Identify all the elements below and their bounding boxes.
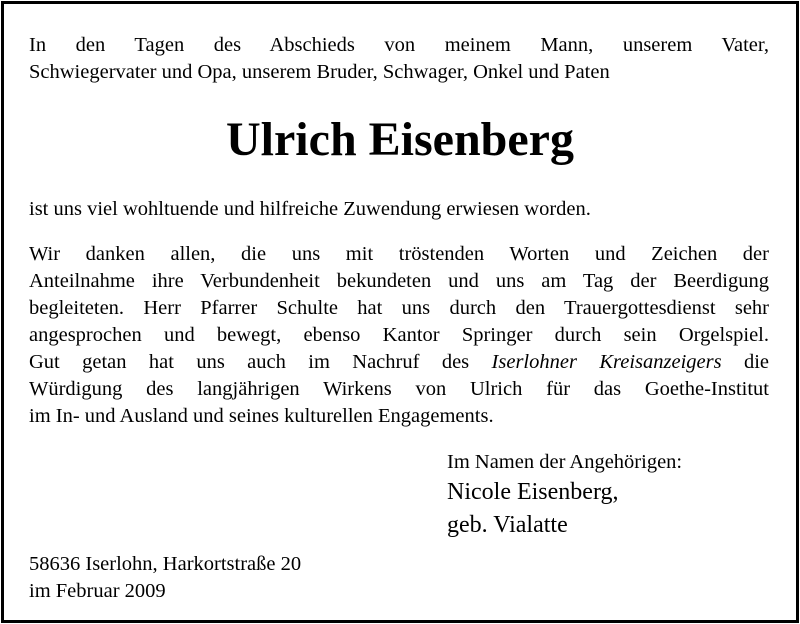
signature-name-line-2: geb. Vialatte: [447, 512, 568, 538]
newspaper-name: Iserlohner Kreisanzeigers: [491, 351, 722, 373]
signature-name-line-1: Nicole Eisenberg,: [447, 479, 619, 505]
intro-paragraph: [29, 32, 769, 86]
thanks-line-5-end: die: [743, 351, 770, 373]
thanks-line-3: begleiteten. Herr Pfarrer Schulte hat uns durch den Trauergottesdienst sehr: [29, 297, 769, 319]
thanks-line-5: [29, 349, 769, 376]
address-line-2: im Februar 2009: [29, 580, 166, 602]
thanks-line-5-start: Gut getan hat uns auch im Nachruf des: [29, 351, 470, 373]
intro-line-2: Schwiegervater und Opa, unserem Bruder, Schwager, Onkel und Paten: [29, 61, 610, 83]
signature-intro: Im Namen der Angehörigen:: [447, 451, 683, 473]
intro-line-1: In den Tagen des Abschieds von meinem Mann, unserem Vater,: [29, 34, 769, 56]
signature-name: [447, 476, 619, 542]
thanks-paragraph: [29, 241, 769, 430]
after-name-sentence: ist uns viel wohltuende und hilfreiche Zuwendung erwiesen worden.: [29, 198, 591, 220]
address-line-1: 58636 Iserlohn, Harkortstraße 20: [29, 553, 302, 575]
thanks-line-7: im In- und Ausland und seines kulturellen Engagements.: [29, 405, 494, 427]
thanks-line-4: angesprochen und bewegt, ebenso Kantor Springer durch sein Orgelspiel.: [29, 324, 769, 346]
thanks-line-1: Wir danken allen, die uns mit tröstenden Worten und Zeichen der: [29, 243, 769, 265]
deceased-name: Ulrich Eisenberg: [226, 113, 574, 166]
address-block: [29, 551, 301, 605]
thanks-line-6: Würdigung des langjährigen Wirkens von Ulrich für das Goethe-Institut: [29, 378, 769, 400]
thanks-line-2: Anteilnahme ihre Verbundenheit bekundeten und uns am Tag der Beerdigung: [29, 270, 769, 292]
